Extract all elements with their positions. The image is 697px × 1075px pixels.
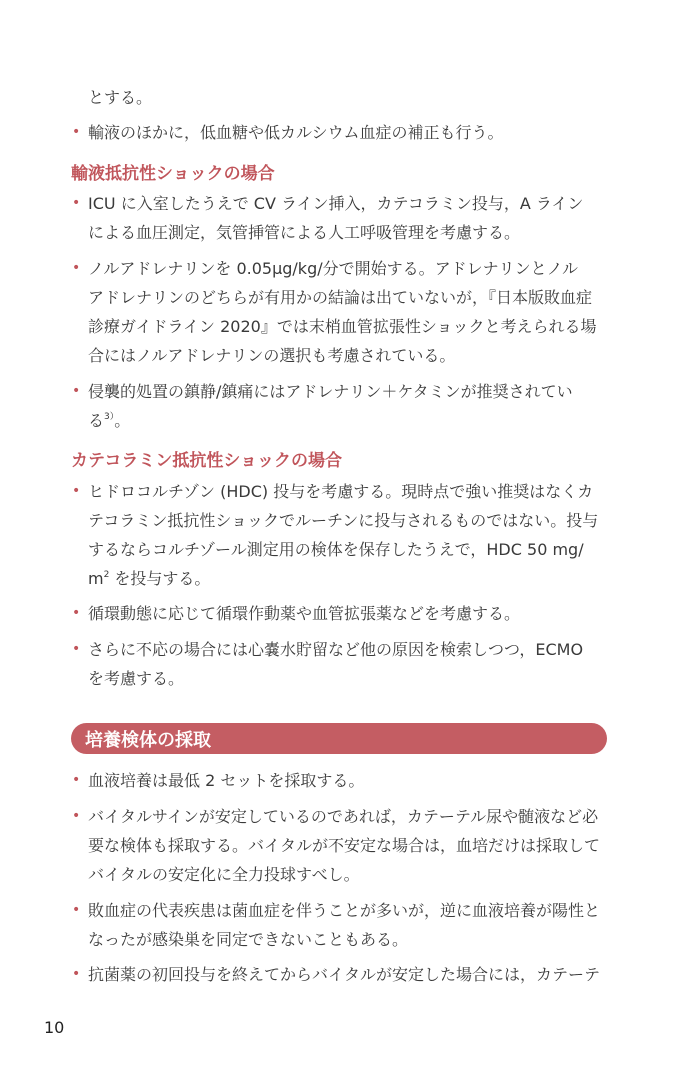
text-line: ヒドロコルチゾン (HDC) 投与を考慮する。現時点で強い推奨はなくカ <box>88 482 594 501</box>
bullet: • <box>72 124 81 140</box>
bullet: • <box>72 772 81 788</box>
bullet: • <box>72 966 81 982</box>
text-line: 血液培養は最低 2 セットを採取する。 <box>88 771 365 790</box>
exponent-superscript: 2 <box>103 570 110 580</box>
text-line: 抗菌薬の初回投与を終えてからバイタルが安定した場合には，カテーテ <box>88 965 601 984</box>
list-item-text <box>88 118 612 147</box>
section-title: 培養検体の採取 <box>85 730 211 751</box>
bullet: • <box>72 641 81 657</box>
section-header-bar <box>71 723 607 754</box>
list-item-text <box>88 254 612 370</box>
text-line: するならコルチゾール測定用の検体を保存したうえで，HDC 50 mg/ <box>88 540 584 559</box>
text-line: を考慮する。 <box>88 669 185 688</box>
bullet: • <box>72 808 81 824</box>
list-item-text <box>88 960 612 989</box>
text-line: 診療ガイドライン 2020』では末梢血管拡張性ショックと考えられる場 <box>88 317 597 336</box>
bullet: • <box>72 260 81 276</box>
list-item-text <box>88 766 612 795</box>
text-line: さらに不応の場合には心嚢水貯留など他の原因を検索しつつ，ECMO <box>88 640 584 659</box>
text-line: バイタルサインが安定しているのであれば，カテーテル尿や髄液など必 <box>88 807 599 826</box>
subheading-catecholamine-resistant-shock: カテコラミン抵抗性ショックの場合 <box>71 451 342 471</box>
text-line: 輸液のほかに，低血糖や低カルシウム血症の補正も行う。 <box>88 123 504 142</box>
text-fragment: る <box>88 411 105 430</box>
bullet: • <box>72 902 81 918</box>
text-line: バイタルの安定化に全力投球すべし。 <box>88 865 360 884</box>
bullet: • <box>72 483 81 499</box>
subheading-fluid-resistant-shock: 輸液抵抗性ショックの場合 <box>71 164 275 184</box>
bullet: • <box>72 383 81 399</box>
text-line: ICU に入室したうえで CV ライン挿入，カテコラミン投与，A ライン <box>88 194 584 213</box>
text-line: 循環動態に応じて循環作動薬や血管拡張薬などを考慮する。 <box>88 604 521 623</box>
list-item-text <box>88 896 612 954</box>
text-line: テコラミン抵抗性ショックでルーチンに投与されるものではない。投与 <box>88 511 599 530</box>
bullet: • <box>72 605 81 621</box>
text-fragment: を投与する。 <box>109 569 211 588</box>
list-item-text <box>88 802 612 889</box>
reference-superscript: 3） <box>104 412 115 422</box>
continued-text: とする。 <box>88 88 153 107</box>
text-fragment: 。 <box>114 411 131 430</box>
list-item-text <box>88 635 612 693</box>
list-item-text <box>88 599 612 628</box>
list-item-text <box>88 189 612 247</box>
text-line: アドレナリンのどちらが有用かの結論は出ていないが，『日本版敗血症 <box>88 288 593 307</box>
list-item-text <box>88 477 612 593</box>
page-number: 10 <box>44 1018 65 1037</box>
list-item-text <box>88 377 612 435</box>
text-line: なったが感染巣を同定できないこともある。 <box>88 930 409 949</box>
bullet: • <box>72 195 81 211</box>
text-line: 合にはノルアドレナリンの選択も考慮されている。 <box>88 346 456 365</box>
text-line: 敗血症の代表疾患は菌血症を伴うことが多いが，逆に血液培養が陽性と <box>88 901 601 920</box>
text-line: 侵襲的処置の鎮静/鎮痛にはアドレナリン＋ケタミンが推奨されてい <box>88 382 573 401</box>
text-line-with-reference <box>88 406 612 435</box>
text-line-with-superscript <box>88 564 612 593</box>
text-line: による血圧測定，気管挿管による人工呼吸管理を考慮する。 <box>88 223 521 242</box>
text-line: 要な検体も採取する。バイタルが不安定な場合は，血培だけは採取して <box>88 836 601 855</box>
text-fragment: m <box>88 569 104 588</box>
text-line: ノルアドレナリンを 0.05μg/kg/分で開始する。アドレナリンとノル <box>88 259 578 278</box>
